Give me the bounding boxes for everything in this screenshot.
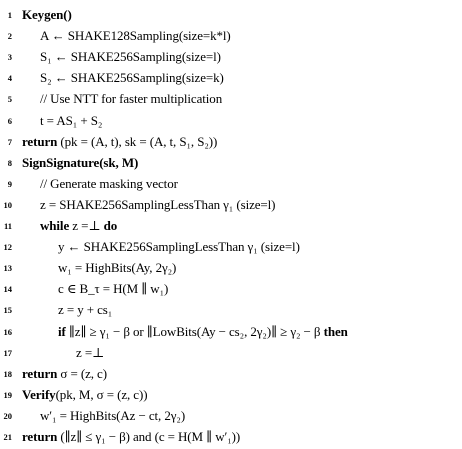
line-number: 11 — [3, 221, 12, 231]
code-text: w₁ = HighBits(Ay, 2γ₂) — [58, 260, 177, 276]
line-number: 19 — [3, 389, 12, 400]
line-code — [40, 49, 221, 65]
algorithm-line — [0, 194, 462, 216]
line-number: 1 — [7, 10, 12, 20]
line-number: 10 — [3, 199, 12, 210]
keyword: do — [100, 218, 118, 233]
algorithm-line — [0, 46, 462, 68]
line-number: 21 — [3, 432, 12, 442]
line-number: 16 — [3, 326, 12, 337]
code-text: (pk = (A, t), sk = (A, t, S₁, S₂)) — [60, 133, 218, 149]
line-code — [22, 366, 107, 382]
line-code — [22, 387, 147, 403]
line-number: 12 — [3, 242, 12, 253]
line-number: 4 — [7, 73, 12, 84]
code-text: σ = (z, c) — [60, 365, 107, 381]
code-text: c ∈ B_τ = H(M ∥ w₁) — [58, 281, 169, 297]
line-code — [58, 281, 168, 297]
algorithm-line — [0, 405, 462, 427]
algorithm-line — [0, 299, 462, 321]
algorithm-line — [0, 25, 462, 47]
code-text: S₁ ← SHAKE256Sampling(size=l) — [40, 49, 221, 65]
algorithm-line — [0, 152, 462, 174]
line-number: 5 — [7, 94, 12, 105]
code-text: z = y + cs₁ — [58, 302, 113, 318]
code-text: w′₁ = HighBits(Az − ct, 2γ₂) — [40, 407, 186, 423]
algorithm-line — [0, 173, 462, 195]
line-code — [40, 70, 224, 86]
line-number: 20 — [3, 410, 12, 421]
line-code — [58, 239, 300, 255]
algorithm-line — [0, 215, 462, 237]
line-number: 18 — [3, 368, 12, 379]
algorithm-line — [0, 321, 462, 343]
algorithm-line — [0, 110, 462, 132]
line-number: 6 — [7, 115, 12, 126]
algorithm-line — [0, 88, 462, 110]
keyword: while — [40, 218, 73, 233]
line-number: 13 — [3, 263, 12, 274]
code-text: z = SHAKE256SamplingLessThan γ₁ (size=l) — [40, 196, 276, 212]
keyword: Verify — [22, 386, 56, 402]
algorithm-line — [0, 131, 462, 153]
keyword: if — [58, 323, 69, 339]
line-code — [40, 28, 231, 44]
code-text: A ← SHAKE128Sampling(size=k*l) — [40, 28, 231, 44]
line-number: 14 — [3, 284, 12, 295]
algorithm-line — [0, 67, 462, 89]
algorithm-line — [0, 384, 462, 406]
line-code — [76, 345, 104, 361]
code-text: // Generate masking vector — [40, 175, 178, 191]
line-code — [40, 113, 102, 129]
line-number: 17 — [3, 347, 12, 358]
algorithm-line — [0, 257, 462, 279]
code-text: (∥z∥ ≤ γ₁ − β) and (c = H(M ∥ w′₁)) — [60, 429, 241, 444]
line-number: 15 — [3, 305, 12, 316]
line-code — [22, 429, 240, 445]
line-code — [22, 134, 217, 150]
keyword: return — [22, 429, 61, 444]
algorithm-line — [0, 426, 462, 448]
line-number: 9 — [7, 178, 12, 189]
algorithm-line — [0, 363, 462, 385]
line-code — [40, 218, 117, 234]
algorithm-line — [0, 236, 462, 258]
code-text: SignSignature(sk, M) — [22, 154, 139, 170]
line-code — [40, 197, 275, 213]
line-code — [40, 176, 178, 192]
line-number: 7 — [7, 136, 12, 147]
code-text: // Use NTT for faster multiplication — [40, 91, 223, 107]
algorithm-line — [0, 278, 462, 300]
line-code — [40, 408, 185, 424]
code-text: ∥z∥ ≥ γ₁ − β or ∥LowBits(Ay − cs₂, 2γ₂)∥ ≥ γ₂ − β — [68, 323, 321, 339]
algorithm-line — [0, 342, 462, 364]
line-number: 3 — [7, 52, 12, 63]
line-code — [22, 155, 138, 171]
line-code — [58, 324, 348, 340]
code-text: y ← SHAKE256SamplingLessThan γ₁ (size=l) — [58, 239, 300, 255]
code-text: t = AS₁ + S₂ — [40, 112, 103, 128]
algorithm-line — [0, 4, 462, 26]
line-number: 2 — [7, 31, 12, 42]
keyword: return — [22, 365, 61, 381]
code-text: z =⊥ — [72, 218, 101, 233]
line-code — [22, 7, 72, 23]
code-text: S₂ ← SHAKE256Sampling(size=k) — [40, 70, 224, 86]
line-code — [40, 91, 222, 107]
code-text: Keygen() — [22, 7, 72, 22]
code-text: (pk, M, σ = (z, c)) — [55, 386, 148, 402]
line-code — [58, 302, 112, 318]
line-number: 8 — [7, 157, 12, 168]
line-code — [58, 260, 176, 276]
keyword: return — [22, 133, 61, 149]
keyword: then — [320, 323, 348, 339]
code-text: z =⊥ — [76, 344, 105, 360]
